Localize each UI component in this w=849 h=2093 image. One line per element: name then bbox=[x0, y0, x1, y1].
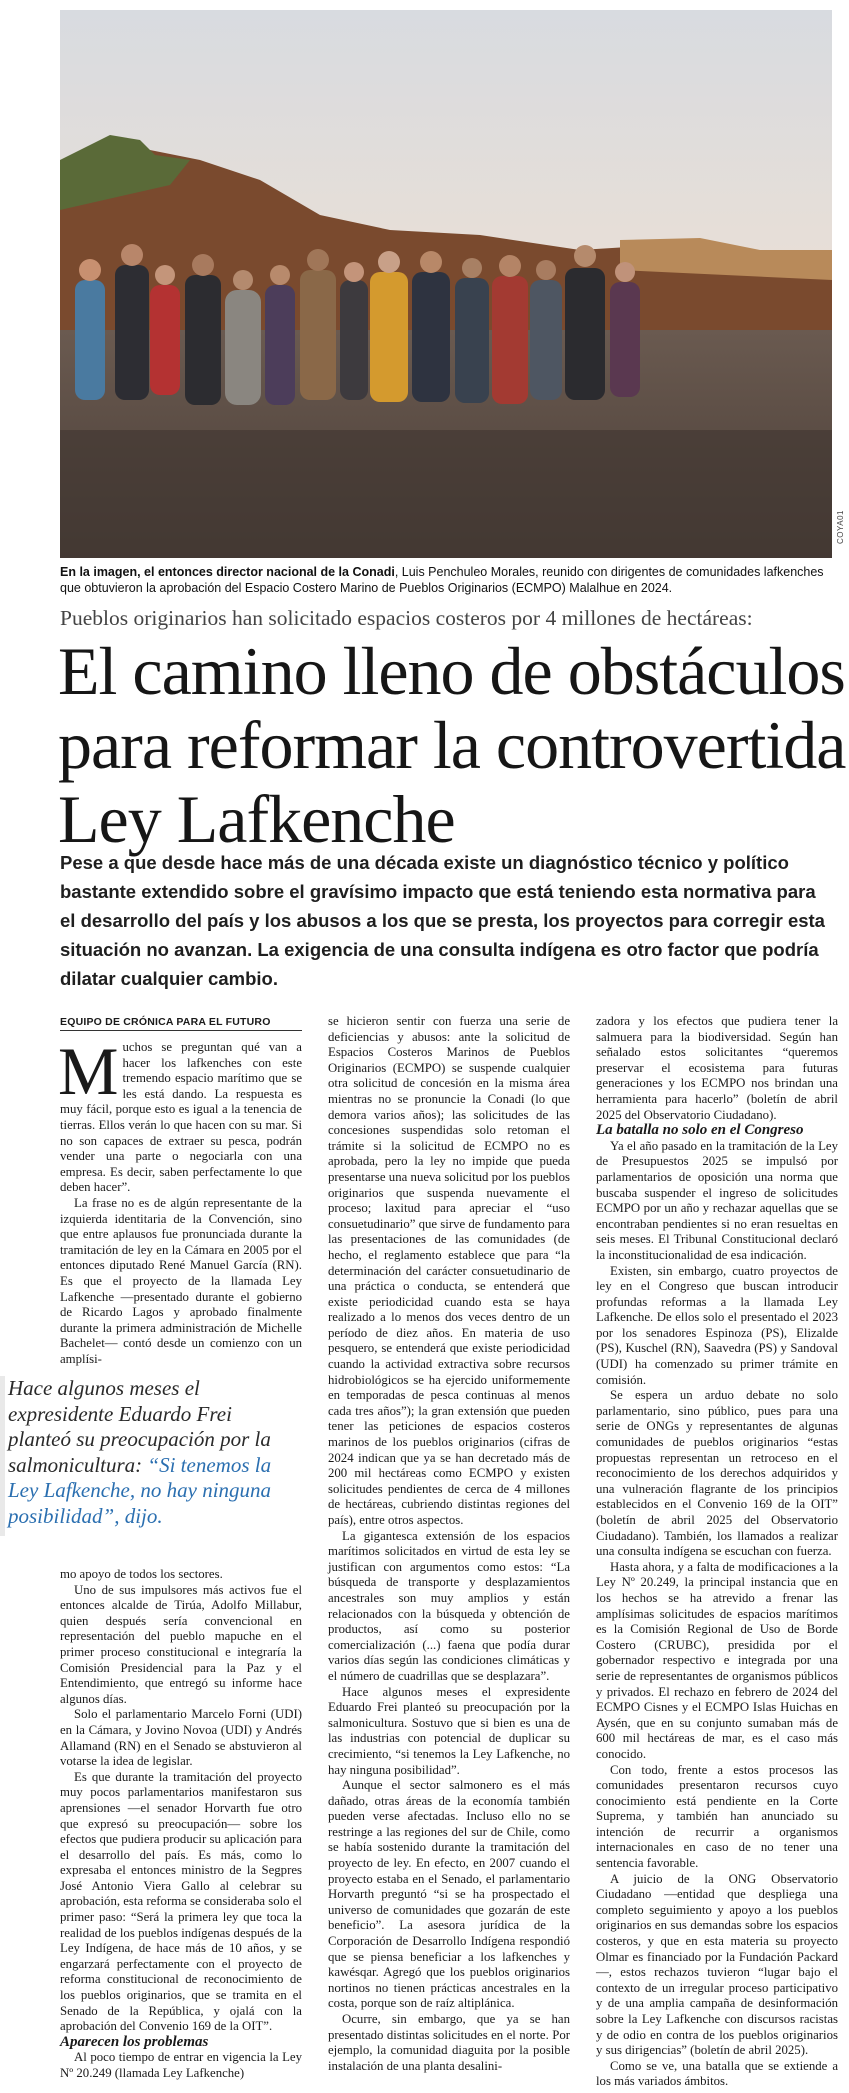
paragraph: Uno de sus impulsores más activos fue el entonces alcalde de Tirúa, Adolfo Millabur, quien después sería convencional en representación del pueblo mapuche en el primer proceso constitucional e integraría la Comisión Presidencial para la Paz y el Entendimiento, que entregó su informe hace algunos días. bbox=[60, 1582, 302, 1706]
drop-cap: M bbox=[58, 1033, 119, 1109]
paragraph: se hicieron sentir con fuerza una serie de deficiencias y abusos: ante la solicitud de Espacios Costeros Marinos de Pueblos Originarios (ECMPO) se suspende cualquier otra solicitud de concesión en la misma área mientras no se pronuncie la Conadi (lo que demora varios años); las solicitudes de las concesiones suspendidas solo retoman el trámite si la solicitud de ECMPO no es aprobada, pero la ley no impide que pueda presentarse una nueva solicitud por los pueblos originarios que suspenda nuevamente el proceso; laxitud para apreciar el “uso consuetudinario” que sirve de fundamento para las presentaciones de las comunidades (de hecho, el reglamento establece que para “la determinación del carácter consuetudinario de una práctica o conducta, se entenderá que existe periodicidad cuando esta se haya realizado a lo menos dos veces dentro de un período de diez años. En materia de uso pesquero, se entenderá que existe periodicidad cuando la actividad extractiva sobre recursos hidrobiológicos se ha ejercido uniformemente en temporadas de pesca continuas al menos cada tres años”); la gran extensión que pueden tener las peticiones de espacios costeros marinos de los pueblos originarios (cifras de 2024 indican que ya se han decretado más de 200 mil hectáreas como ECMPO y existen solicitudes pendientes de cerca de 4 millones de hectáreas, cubriendo distintas regiones del país), entre otros aspectos. bbox=[328, 1014, 570, 1527]
column-1 bbox=[58, 1033, 302, 1367]
pullquote-text: Hace algunos meses el expresidente Eduardo Frei planteó su preocupación por la salmonicultura: bbox=[8, 1376, 271, 1477]
pullquote-bar bbox=[0, 1376, 5, 1536]
paragraph: Como se ve, una batalla que se extiende a los más variados ámbitos. bbox=[596, 2058, 838, 2089]
paragraph: Se espera un arduo debate no solo parlamentario, sino público, pues para una serie de ONGs y representantes de algunas comunidades de pueblos originarios “estas propuestas representan un retroceso en el reconocimiento de los derechos adquiridos y una vulneración flagrante de los principios establecidos en el Convenio 169 de la OIT” (boletín de abril 2025 del Observatorio Ciudadano). También, los llamados a realizar una consulta indígena se escuchan con fuerza. bbox=[596, 1388, 838, 1559]
paragraph-text: uchos se preguntan qué van a hacer los lafkenches con este tremendo espacio marítimo que se les está dando. La respuesta es muy fácil, porque esto es igual a la tenencia de tierras. Ellos verán lo que hacen con su mar. Si no son capaces de extraer su pesca, podrán vender una parte o negociarla con una empresa. Es decir, saben perfectamente lo que deben hacer”. bbox=[60, 1040, 302, 1195]
paragraph: Es que durante la tramitación del proyecto muy pocos parlamentarios manifestaron sus aprensiones —el senador Horvarth fue otro que expresó su preocupación— sobre los efectos que pudiera producir su aplicación para el desarrollo del país. Es más, como lo expresaba el entonces ministro de la Segpres José Antonio Viera Gallo al celebrar su aprobación, esta reforma se consideraba solo el primer paso: “Será la primera ley que toca la realidad de los pueblos indígenas después de la Ley Indígena, de hace más de 10 años, y se engarzará perfectamente con el proyecto de reforma constitucional de reconocimiento de los pueblos originarios, que se tramita en el Senado de la República, y ojalá con la aprobación del Convenio 169 de la OIT”. bbox=[60, 1769, 302, 2034]
paragraph: Hace algunos meses el expresidente Eduardo Frei planteó su preocupación por la salmonicultura. Sostuvo que si bien es una de las industrias con potencial de duplicar su crecimiento, “si tenemos la Ley Lafkenche, no hay ninguna posibilidad”. bbox=[328, 1684, 570, 1777]
subhead: Aparecen los problemas bbox=[60, 2033, 209, 2050]
caption-bold: En la imagen, el entonces director nacional de la Conadi bbox=[60, 565, 395, 579]
column-3 bbox=[596, 1014, 838, 2090]
paragraph: Con todo, frente a estos procesos las comunidades presentaron recursos cuyo conocimiento está pendiente en la Corte Suprema, y también han anunciado su intención de recurrir a organismos internacionales en caso de no tener una sentencia favorable. bbox=[596, 1762, 838, 1871]
article-photo bbox=[60, 10, 832, 558]
paragraph: Solo el parlamentario Marcelo Forni (UDI) en la Cámara, y Jovino Novoa (UDI) y Andrés Allamand (RN) en el Senado se abstuvieron al votarse la idea de legislar. bbox=[60, 1707, 302, 1769]
paragraph: mo apoyo de todos los sectores. bbox=[60, 1567, 223, 1581]
headline: El camino lleno de obstáculos para reformar la controvertida Ley Lafkenche bbox=[58, 633, 846, 857]
kicker: Pueblos originarios han solicitado espacios costeros por 4 millones de hectáreas: bbox=[60, 606, 753, 630]
pullquote bbox=[8, 1376, 298, 1529]
paragraph: Existen, sin embargo, cuatro proyectos de ley en el Congreso que buscan introducir profundas reformas a la llamada Ley Lafkenche. De ellos solo el presentado el 2023 por los senadores Espinoza (PS), Elizalde (PS), Kuschel (RN), Saavedra (PS) y Sandoval (UDI) ha comenzado su primer trámite en comisión. bbox=[596, 1263, 838, 1387]
paragraph: A juicio de la ONG Observatorio Ciudadano —entidad que despliega una completo seguimiento y apoyo a los pueblos originarios en sus demandas sobre los espacios costeros, y que en esta materia su proyecto Olmar es financiado por la Fundación Packard—, estos rechazos tuvieron “lugar bajo el contexto de un irregular proceso participativo y de una amplia campaña de desinformación sobre la Ley Lafkenche con discursos racistas y de odio en contra de los pueblos originarios y sus dirigencias” (boletín de abril 2025). bbox=[596, 1871, 838, 2058]
photo-credit: COYA01 bbox=[836, 510, 845, 544]
lead-paragraph: Pese a que desde hace más de una década existe un diagnóstico técnico y político bastante extendido sobre el gravísimo impacto que está teniendo esta normativa para el desarrollo del país y los abusos a los que se presta, los proyectos para corregir esta situación no avanzan. La exigencia de una consulta indígena es otro factor que podría dilatar cualquier cambio. bbox=[60, 852, 825, 989]
column-2 bbox=[328, 1014, 570, 2074]
pullquote-quote: “Si tenemos la Ley Lafkenche, no hay ninguna posibilidad”, dijo. bbox=[8, 1452, 272, 1528]
opening-paragraph bbox=[58, 1033, 302, 1196]
paragraph: Aunque el sector salmonero es el más dañado, otras áreas de la economía también pueden verse afectadas. Incluso ello no se restringe a las regiones del sur de Chile, como se había sostenido durante la tramitación del proyecto de ley. En efecto, en 2007 cuando el proyecto estaba en el Senado, el parlamentario Horvarth preguntó “si se ha prospectado el universo de comunidades que gozarán de este beneficio”. La asesora jurídica de la Corporación de Desarrollo Indígena respondió que se piensa beneficiar a los lafkenches y kawésqar. Agregó que los pueblos originarios nortinos no tienen prácticas ancestrales en la costa, porque son de raíz altiplánica. bbox=[328, 1778, 570, 2011]
paragraph: zadora y los efectos que pudiera tener la salmuera para la biodiversidad. Según han señalado estos solicitantes “queremos preservar el ecosistema para futuras generaciones y los ECMPO nos brindan una herramienta para hacerlo” (boletín de abril 2025 del Observatorio Ciudadano). bbox=[596, 1014, 838, 1122]
paragraph: Hasta ahora, y a falta de modificaciones a la Ley Nº 20.249, la principal instancia que en los hechos se ha atrevido a frenar las amplísimas solicitudes de espacios marítimos es la Comisión Regional de Uso de Borde Costero (CRUBC), presidida por el gobernador respectivo e integrada por una serie de representantes de organismos públicos y privados. El rechazo en febrero de 2024 del ECMPO Cisnes y el ECMPO Islas Huichas en Aysén, que en su conjunto sumaban más de 600 mil hectáreas de mar, es el caso más conocido. bbox=[596, 1559, 838, 1761]
caption-text: , Luis Penchuleo Morales, reunido con dirigentes de comunidades lafkenches que obtuvieron la aprobación del Espacio Costero Marino de Pueblos Originarios (ECMPO) Malalhue en 2024. bbox=[60, 565, 824, 595]
column-1-continued bbox=[60, 1567, 302, 2082]
byline: EQUIPO DE CRÓNICA PARA EL FUTURO bbox=[60, 1016, 302, 1031]
subhead: La batalla no solo en el Congreso bbox=[596, 1122, 804, 1139]
paragraph: Al poco tiempo de entrar en vigencia la Ley Nº 20.249 (llamada Ley Lafkenche) bbox=[60, 2050, 302, 2080]
photo-caption bbox=[60, 564, 832, 596]
paragraph: Ocurre, sin embargo, que ya se han presentado distintas solicitudes en el norte. Por ejemplo, la comunidad diaguita por la posible instalación de una planta desalini- bbox=[328, 2012, 570, 2073]
paragraph: La gigantesca extensión de los espacios marítimos solicitados en virtud de esta ley se justifican con argumentos como estos: “La búsqueda de transporte y desplazamientos ancestrales son muy amplios y están relacionados con la búsqueda y obtención de productos, así como su posterior comercialización (...) faena que podía durar varios días según las condiciones climáticas y el número de cuadrillas que se desplazara”. bbox=[328, 1528, 570, 1683]
paragraph: La frase no es de algún representante de la izquierda identitaria de la Convención, sino que entre aplausos fue pronunciada durante la tramitación de ley en la Cámara en 2005 por el entonces diputado René Manuel García (RN). Es que el proyecto de la llamada Ley Lafkenche —presentado durante el gobierno de Ricardo Lagos y aprobado finalmente durante la primera administración de Michelle Bachelet— contó desde un comienzo con un amplísi- bbox=[60, 1195, 302, 1366]
paragraph: Ya el año pasado en la tramitación de la Ley de Presupuestos 2025 se impulsó por parlamentarios de oposición una norma que buscaba suspender el ingreso de solicitudes ECMPO por un año y rechazar aquellas que se encontraban pendientes si no eran resueltas en seis meses. El Tribunal Constitucional declaró la inconstitucionalidad de esa indicación. bbox=[596, 1138, 838, 1262]
photo-illustration bbox=[60, 10, 832, 558]
